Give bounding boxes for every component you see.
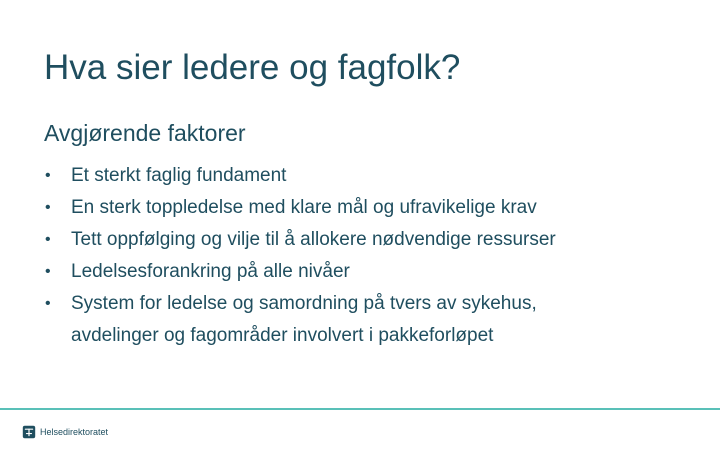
bullet-line: Tett oppfølging og vilje til å allokere nødvendige ressurser <box>71 229 556 250</box>
bullet-icon: • <box>45 263 51 280</box>
bullet-list <box>44 160 684 352</box>
bullet-item <box>44 224 684 256</box>
bullet-item <box>44 288 684 352</box>
slide-title: Hva sier ledere og fagfolk? <box>44 48 461 87</box>
footer-logo <box>22 424 108 440</box>
bullet-line: avdelinger og fagområder involvert i pakkeforløpet <box>71 325 494 346</box>
bullet-item <box>44 160 684 192</box>
bullet-line: En sterk toppledelse med klare mål og ufravikelige krav <box>71 197 537 218</box>
bullet-item <box>44 256 684 288</box>
bullet-item <box>44 192 684 224</box>
bullet-icon: • <box>45 167 51 184</box>
footer-divider <box>0 408 720 410</box>
bullet-text <box>71 160 684 192</box>
bullet-line: Ledelsesforankring på alle nivåer <box>71 261 350 282</box>
logo-text: Helsedirektoratet <box>40 427 109 437</box>
helsedirektoratet-logo-icon <box>22 425 36 439</box>
slide-subtitle: Avgjørende faktorer <box>44 120 246 146</box>
bullet-line: Et sterkt faglig fundament <box>71 165 287 186</box>
bullet-icon: • <box>45 231 51 248</box>
bullet-text <box>71 224 684 256</box>
bullet-text <box>71 288 684 352</box>
bullet-icon: • <box>45 295 51 312</box>
bullet-line: System for ledelse og samordning på tvers av sykehus, <box>71 293 537 314</box>
bullet-text <box>71 192 684 224</box>
bullet-text <box>71 256 684 288</box>
bullet-icon: • <box>45 199 51 216</box>
